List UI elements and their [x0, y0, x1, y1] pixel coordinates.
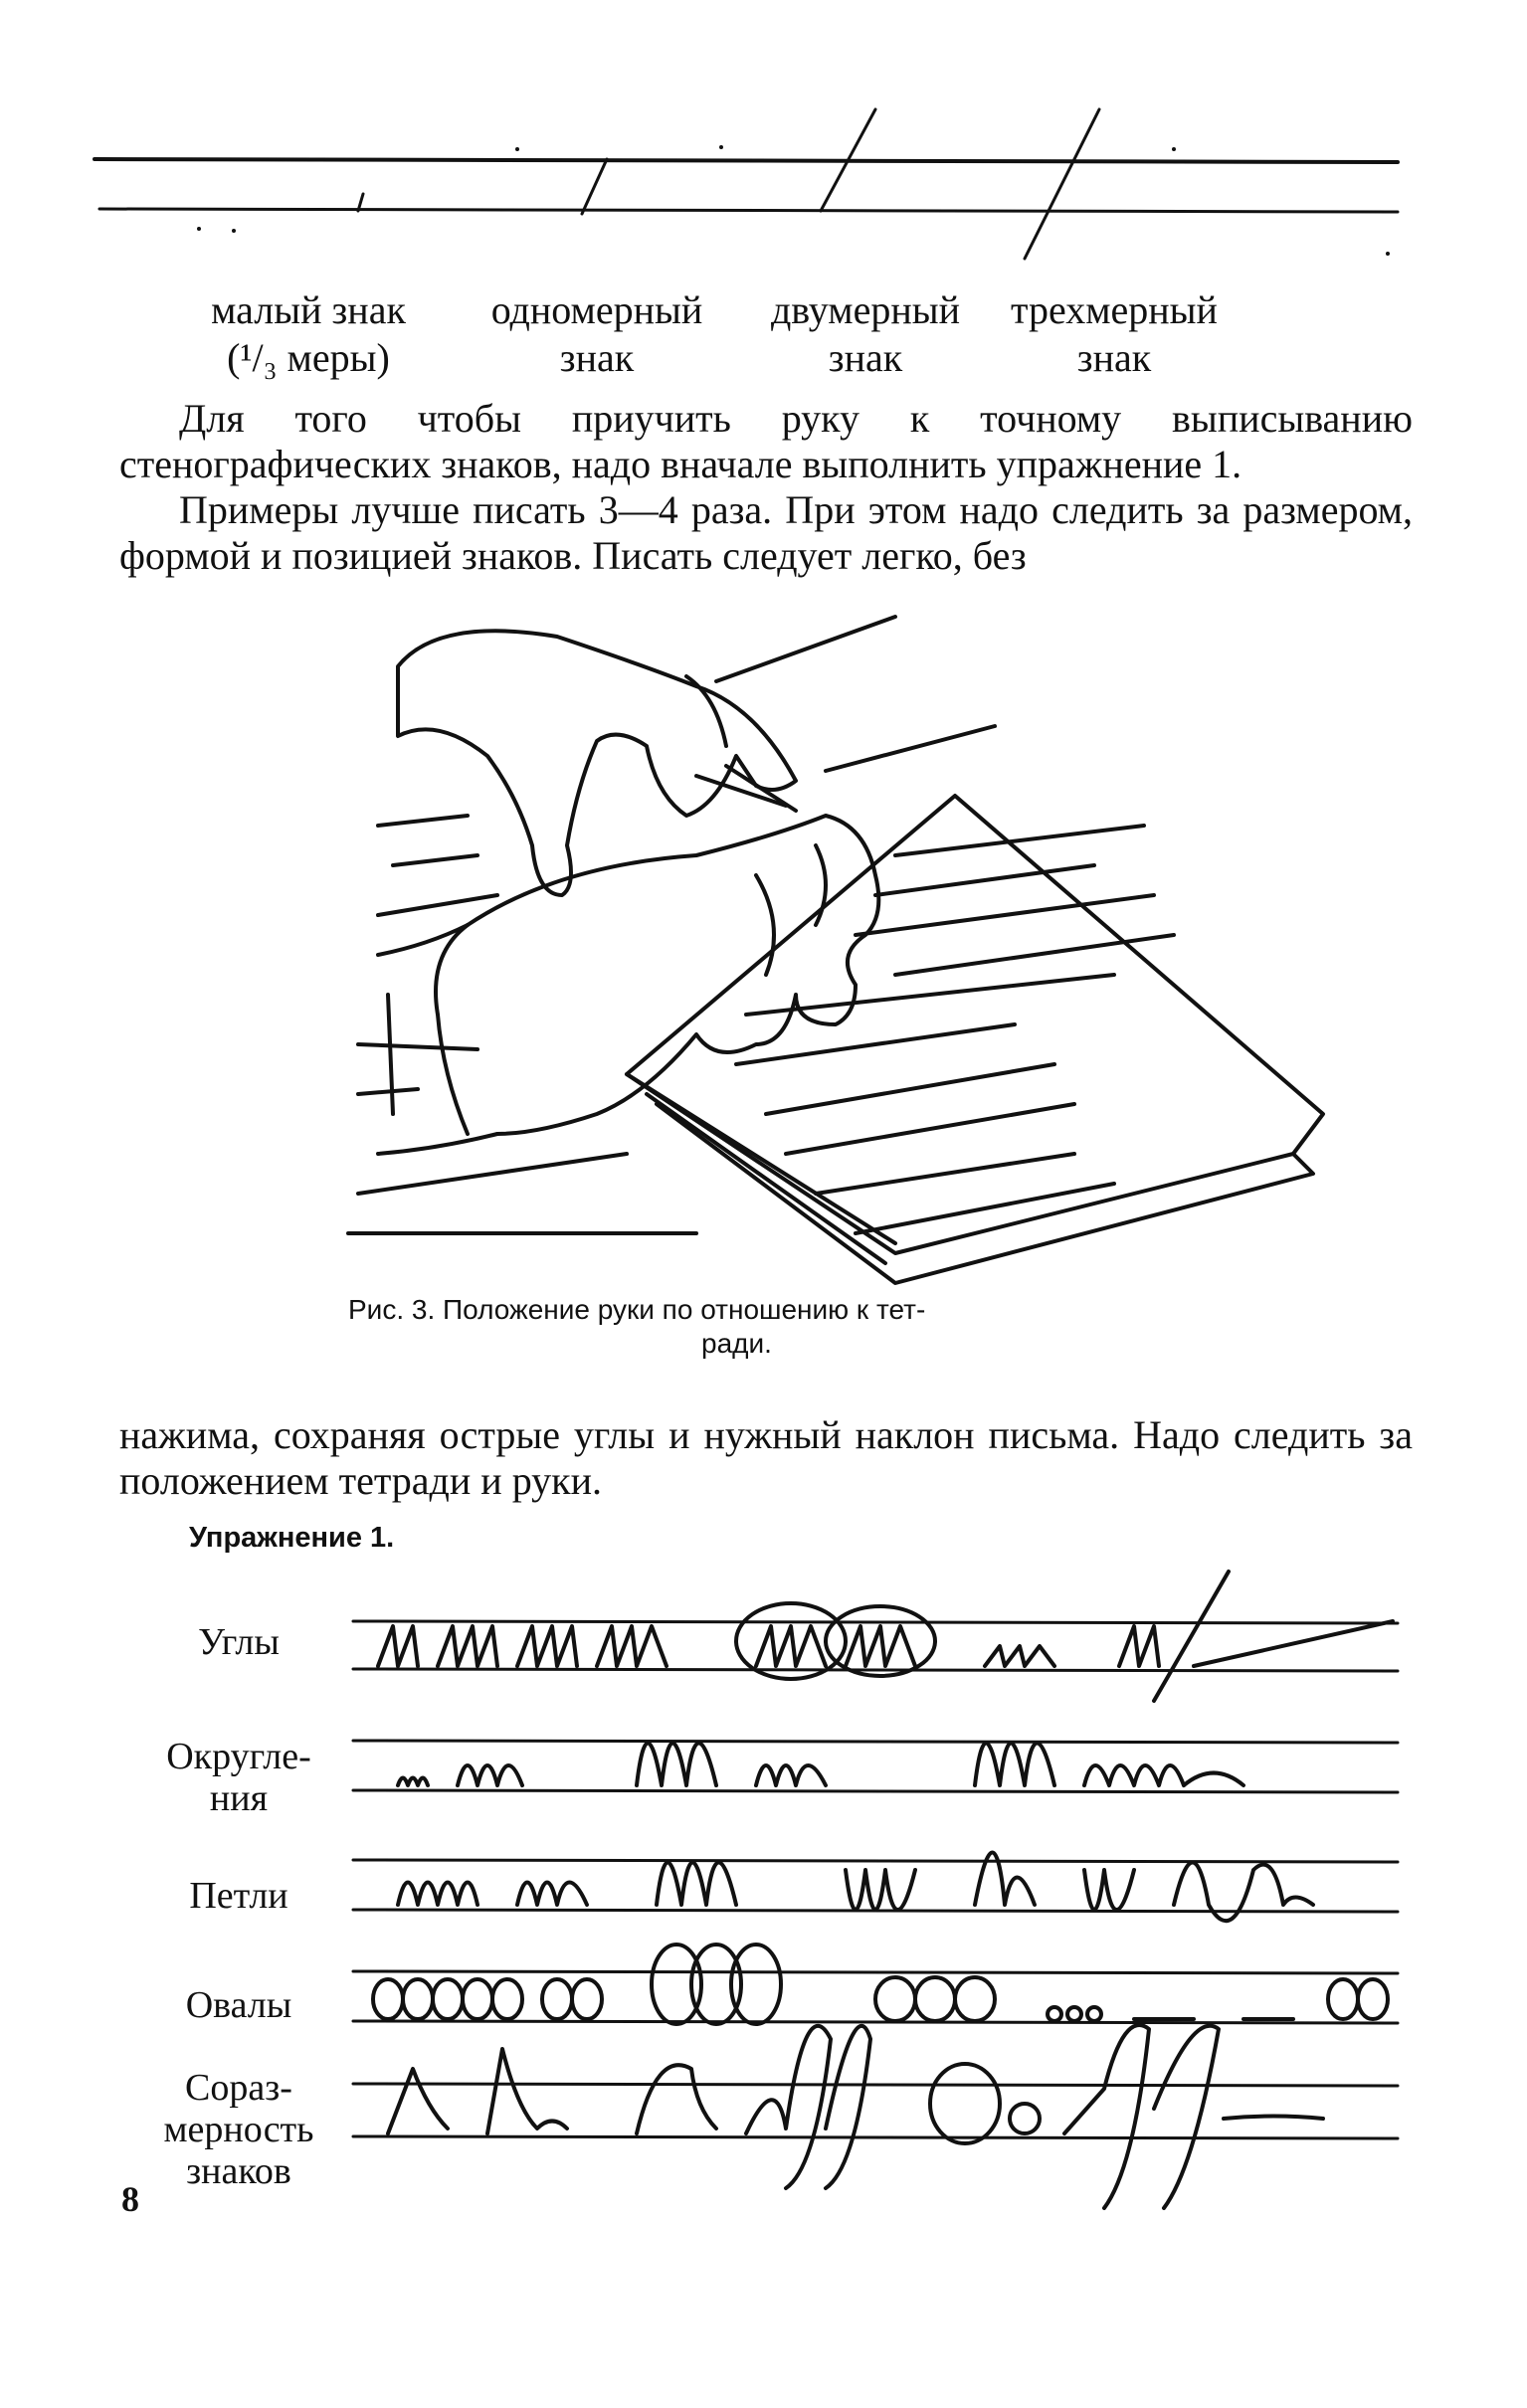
- sign-label-two-dim: двумерный знак: [770, 287, 961, 380]
- page-number: 8: [121, 2179, 139, 2219]
- exercise-label-angles: Углы: [198, 1621, 280, 1663]
- exercise-label-proportionality: Сораз- мерность знаков: [163, 2067, 314, 2192]
- hand-illustration: [0, 597, 1527, 1293]
- exercise-label-loops: Петли: [189, 1875, 288, 1917]
- sign-label-small: малый знак (¹/₃ меры): [211, 287, 406, 380]
- sign-label-three-dim: трехмерный знак: [1011, 287, 1218, 380]
- paragraph-1: Для того чтобы приучить руку к точному выписыванию стенографических знаков, надо вначале выполнить упражнение 1.: [119, 396, 1413, 486]
- exercise-label-roundings: Округле- ния: [166, 1736, 311, 1819]
- figure-caption: Рис. 3. Положение руки по отношению к тет- ради.: [348, 1294, 926, 1359]
- exercise-label-ovals: Овалы: [185, 1984, 292, 2026]
- sign-size-diagram: [0, 0, 1527, 298]
- paragraph-2: Примеры лучше писать 3—4 раза. При этом надо следить за размером, формой и позицией знаков. Писать следует легко, без: [119, 487, 1413, 578]
- exercise-handwriting: [0, 1572, 1527, 2268]
- exercise-title: Упражнение 1.: [189, 1522, 395, 1554]
- paragraph-continuation: нажима, сохраняя острые углы и нужный наклон письма. Надо следить за положением тетради и руки.: [119, 1412, 1413, 1503]
- sign-label-one-dim: одномерный знак: [490, 287, 703, 380]
